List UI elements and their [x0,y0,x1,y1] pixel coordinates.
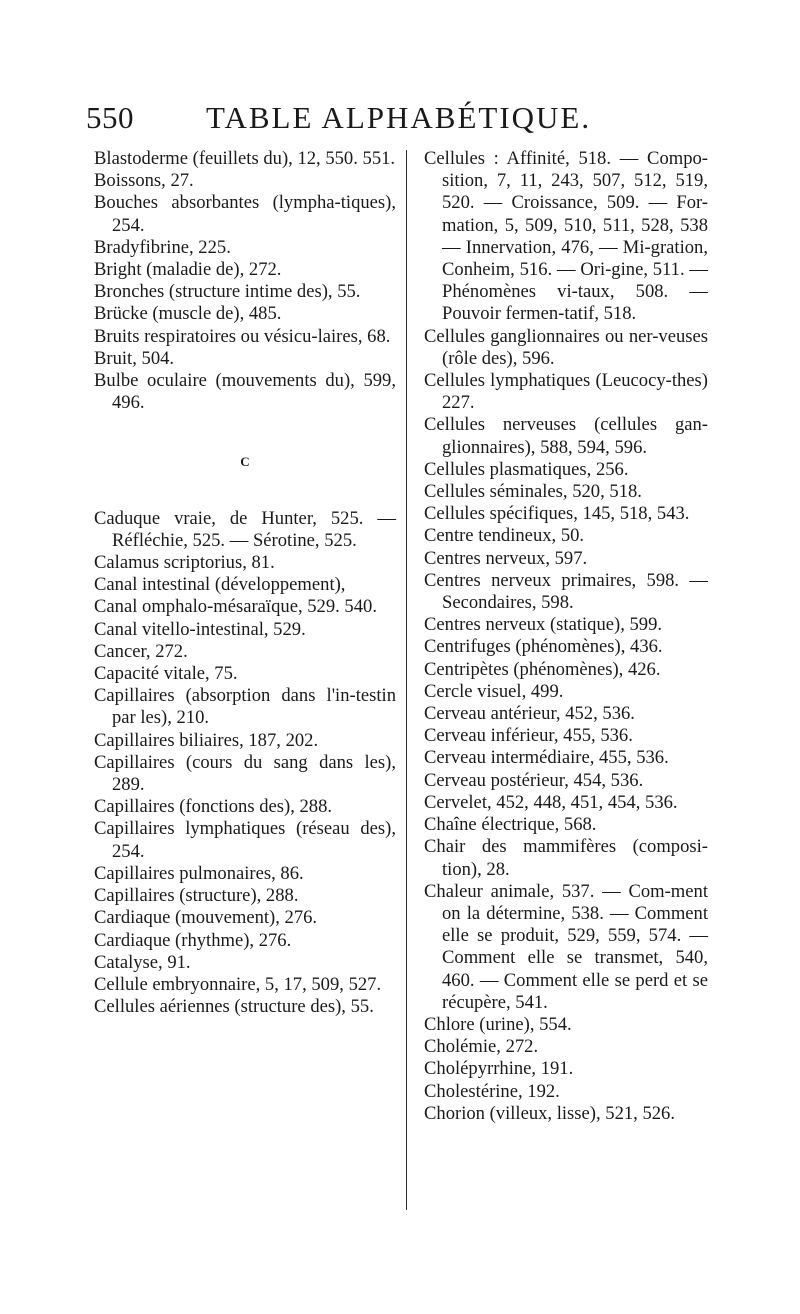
index-entry: Chair des mammifères (composi-tion), 28. [424,836,708,880]
index-entry: Blastoderme (feuillets du), 12, 550. 551. [94,148,396,169]
index-entry: Bouches absorbantes (lympha-tiques), 254. [94,192,396,236]
index-entry: Bradyfibrine, 225. [94,236,231,258]
index-entry: Cholémie, 272. [424,1036,539,1058]
index-entry: Bruits respiratoires ou vésicu-laires, 68. [94,325,391,347]
index-entry: Canal omphalo-mésaraïque, 529. 540. [94,596,377,618]
index-entry: Chaîne électrique, 568. [424,814,597,836]
index-entry: Capillaires biliaires, 187, 202. [94,729,319,751]
running-title: TABLE ALPHABÉTIQUE. [206,100,592,135]
index-entry: Cardiaque (rhythme), 276. [94,929,292,951]
index-entry: Chlore (urine), 554. [424,1013,572,1035]
index-entry: Centripètes (phénomènes), 426. [424,658,661,680]
index-entry: Cancer, 272. [94,640,188,662]
index-entry: Canal vitello-intestinal, 529. [94,618,306,640]
column-divider [406,150,407,1210]
right-column [424,148,708,1125]
index-entry: Cerveau inférieur, 455, 536. [424,725,633,747]
index-entry: Cervelet, 452, 448, 451, 454, 536. [424,791,678,813]
index-entry: Cardiaque (mouvement), 276. [94,907,318,929]
index-entry: Canal intestinal (développement), [94,574,346,596]
index-entry: Capillaires (fonctions des), 288. [94,796,333,818]
index-entry: Cellules : Affinité, 518. — Compo-sition, 7, 11, 243, 507, 512, 519, 520. — Croissance, 509. — For-mation, 5, 509, 510, 511, 528, 538 — Innervation, 476, — Mi-gration, Conheim, 516. — Ori-gine, 511. — Phénomènes vi-taux, 508. — Pouvoir fermen-tatif, 518. [424,148,708,325]
index-entry: Cellules spécifiques, 145, 518, 543. [424,503,690,525]
index-entry: Cerveau antérieur, 452, 536. [424,703,635,725]
page-number: 550 [86,100,134,135]
index-entries-c [94,508,396,1019]
index-entry: Cerveau postérieur, 454, 536. [424,769,644,791]
index-entry: Chorion (villeux, lisse), 521, 526. [424,1102,675,1124]
index-entry: Centre tendineux, 50. [424,525,585,547]
index-entry: Cercle visuel, 499. [424,680,564,702]
index-entry: Catalyse, 91. [94,951,191,973]
left-column [94,148,396,1018]
index-entry: Cellules nerveuses (cellules gan-glionnaires), 588, 594, 596. [424,414,708,458]
index-entry: Cholestérine, 192. [424,1080,560,1102]
index-entry: Capillaires lymphatiques (réseau des), 254. [94,818,396,862]
index-entry: Capillaires (structure), 288. [94,885,299,907]
index-entry: Centrifuges (phénomènes), 436. [424,636,663,658]
index-entry: Cellules séminales, 520, 518. [424,481,642,503]
index-entry: Bright (maladie de), 272. [94,259,282,281]
index-entry: Cholépyrrhine, 191. [424,1058,574,1080]
index-entry: Brücke (muscle de), 485. [94,303,282,325]
section-letter: C [240,454,250,470]
index-entry: Chaleur animale, 537. — Com-ment on la détermine, 538. — Comment elle se produit, 529, 559, 574. — Comment elle se transmet, 540, 460. — Comment elle se perd et se récupère, 541. [424,880,708,1013]
index-entry: Calamus scriptorius, 81. [94,552,275,574]
index-entry: Capacité vitale, 75. [94,663,238,685]
index-entry: Bulbe oculaire (mouvements du), 599, 496. [94,370,396,414]
index-entry: Centres nerveux, 597. [424,547,588,569]
index-entry: Centres nerveux (statique), 599. [424,614,663,636]
page-header [0,100,800,140]
index-entry: Cellules plasmatiques, 256. [424,458,629,480]
index-entry: Cellule embryonnaire, 5, 17, 509, 527. [94,973,382,995]
index-entry: Boissons, 27. [94,170,194,192]
index-entry: Cellules aériennes (structure des), 55. [94,996,374,1018]
index-entries-b [94,148,396,414]
index-entry: Caduque vraie, de Hunter, 525. — Réfléchie, 525. — Sérotine, 525. [94,507,396,551]
index-entry: Capillaires (cours du sang dans les), 289. [94,751,396,796]
index-entry: Bronches (structure intime des), 55. [94,281,361,303]
index-entry: Cellules ganglionnaires ou ner-veuses (rôle des), 596. [424,325,708,369]
index-entry: Capillaires (absorption dans l'in-testin par les), 210. [94,685,396,729]
index-entry: Capillaires pulmonaires, 86. [94,862,304,884]
index-entry: Centres nerveux primaires, 598. — Secondaires, 598. [424,569,708,614]
index-entry: Cerveau intermédiaire, 455, 536. [424,747,669,769]
index-entry: Bruit, 504. [94,347,175,369]
index-entry: Cellules lymphatiques (Leucocy-thes) 227. [424,370,708,414]
